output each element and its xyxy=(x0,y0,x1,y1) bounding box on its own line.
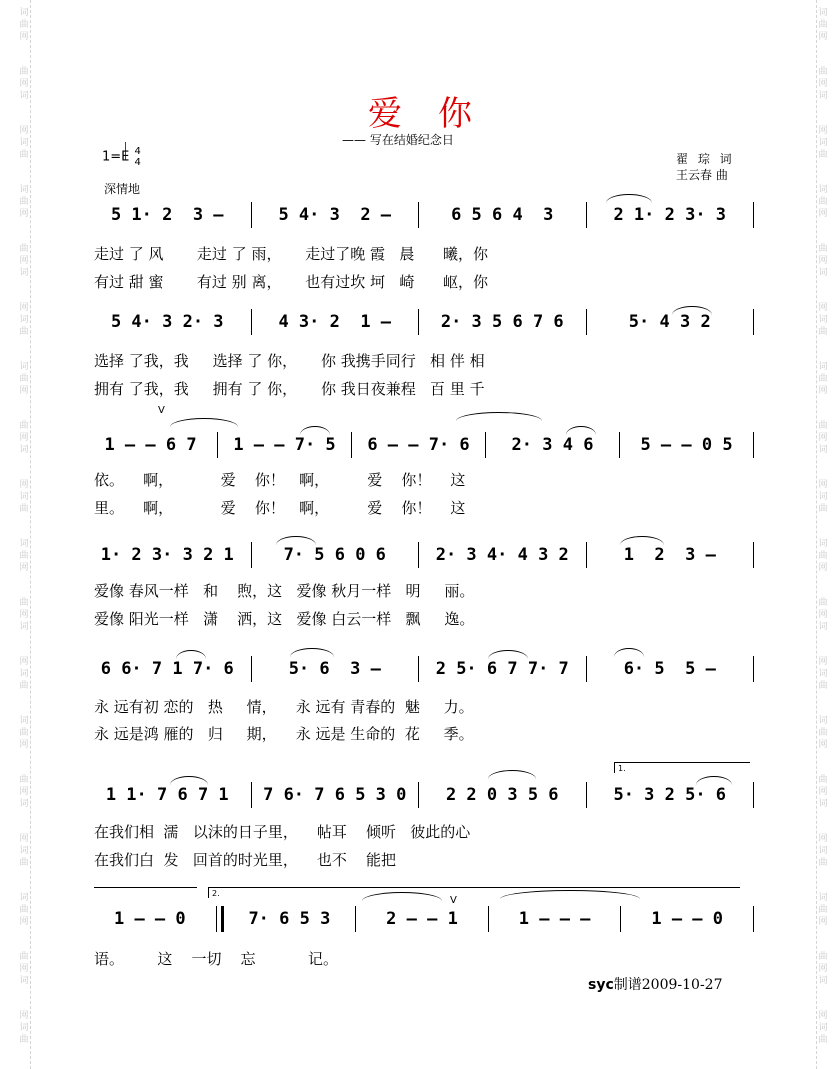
measure: 4 3· 2 1 – xyxy=(278,312,392,332)
watermark-glyph: 曲 xyxy=(19,244,29,254)
measure: 2· 3 4 6 xyxy=(511,435,594,455)
watermark-glyph: 网 xyxy=(818,834,828,844)
song-subtitle: —— 写在结婚纪念日 xyxy=(342,133,454,147)
slur xyxy=(176,650,206,659)
barline xyxy=(753,782,754,808)
transcriber-date: 2009-10-27 xyxy=(641,977,723,993)
watermark-glyph: 曲 xyxy=(19,858,29,868)
transcriber-label: 制谱 xyxy=(613,977,642,993)
watermark-glyph: 词 xyxy=(818,1023,828,1033)
measure: 6· 5 5 – xyxy=(623,659,716,679)
measure: 1 2 3 – xyxy=(623,545,716,565)
watermark-glyph: 曲 xyxy=(818,197,828,207)
watermark-glyph: 曲 xyxy=(818,681,828,691)
measure: 5 – – 0 5 xyxy=(640,435,733,455)
barline xyxy=(586,309,587,335)
lyrics-verse-1: 走过 了 风 走过 了 雨， 走过了晚 霞 晨 曦，你 xyxy=(94,245,488,263)
slur xyxy=(300,426,330,435)
watermark-glyph: 词 xyxy=(19,976,29,986)
watermark-glyph: 曲 xyxy=(19,598,29,608)
watermark-glyph: 词 xyxy=(19,846,29,856)
slur xyxy=(276,536,316,545)
watermark-glyph: 网 xyxy=(818,657,828,667)
watermark-glyph: 词 xyxy=(818,185,828,195)
watermark-glyph: 网 xyxy=(818,79,828,89)
barline xyxy=(418,656,419,682)
measure: 5· 6 3 – xyxy=(288,659,381,679)
watermark-glyph: 曲 xyxy=(19,681,29,691)
watermark-glyph: 网 xyxy=(19,386,29,396)
watermark-glyph: 词 xyxy=(818,539,828,549)
measure: 1 – – 6 7 xyxy=(104,435,197,455)
watermark-glyph: 曲 xyxy=(19,551,29,561)
watermark-glyph: 词 xyxy=(19,268,29,278)
time-signature xyxy=(135,146,141,168)
barline xyxy=(753,906,754,932)
watermark-glyph: 网 xyxy=(19,787,29,797)
watermark-glyph: 词 xyxy=(818,976,828,986)
watermark-glyph: 词 xyxy=(818,622,828,632)
transcriber-name: syc xyxy=(588,977,614,993)
watermark-glyph: 词 xyxy=(818,492,828,502)
watermark-glyph: 网 xyxy=(19,126,29,136)
watermark-glyph: 词 xyxy=(19,622,29,632)
barline xyxy=(485,432,486,458)
watermark-glyph: 网 xyxy=(19,834,29,844)
watermark-glyph: 网 xyxy=(19,303,29,313)
watermark-glyph: 词 xyxy=(818,362,828,372)
measure: 2 2 0 3 5 6 xyxy=(445,785,559,805)
lyrics-verse-1: 爱像 春风一样 和 煦，这 爱像 秋月一样 明 丽。 xyxy=(94,582,475,600)
measure: 7 6· 7 6 5 3 0 xyxy=(263,785,407,805)
measure: 5· 3 2 5· 6 xyxy=(613,785,727,805)
barline xyxy=(351,432,352,458)
watermark-glyph: 曲 xyxy=(19,728,29,738)
watermark-glyph: 曲 xyxy=(19,197,29,207)
watermark-glyph: 网 xyxy=(19,433,29,443)
notation-line xyxy=(94,430,754,460)
barline xyxy=(355,906,356,932)
slur xyxy=(488,650,528,659)
barline xyxy=(217,432,218,458)
barline xyxy=(216,906,224,932)
watermark-glyph: 网 xyxy=(818,386,828,396)
watermark-glyph: 曲 xyxy=(818,150,828,160)
watermark-glyph: 词 xyxy=(818,138,828,148)
barline xyxy=(753,432,754,458)
barline xyxy=(753,202,754,228)
lyrics-verse-2: 爱像 阳光一样 潇 洒，这 爱像 白云一样 飘 逸。 xyxy=(94,610,475,628)
left-watermark-strip xyxy=(18,0,31,1069)
barline xyxy=(586,782,587,808)
watermark-glyph: 词 xyxy=(19,362,29,372)
measure: 5 4· 3 2· 3 xyxy=(110,312,224,332)
watermark-glyph: 网 xyxy=(818,126,828,136)
watermark-glyph: 词 xyxy=(19,1023,29,1033)
watermark-glyph: 曲 xyxy=(818,905,828,915)
watermark-glyph: 曲 xyxy=(818,551,828,561)
slur xyxy=(696,776,732,785)
watermark-glyph: 曲 xyxy=(818,598,828,608)
watermark-glyph: 词 xyxy=(19,315,29,325)
watermark-glyph: 网 xyxy=(818,787,828,797)
lyrics-verse-1: 选择 了我，我 选择 了 你， 你 我携手同行 相 伴 相 xyxy=(94,352,485,370)
measure: 1 – – 0 xyxy=(113,909,186,929)
watermark-glyph: 网 xyxy=(19,480,29,490)
watermark-glyph: 词 xyxy=(19,799,29,809)
watermark-glyph: 词 xyxy=(19,492,29,502)
time-bottom: 4 xyxy=(134,157,141,168)
measure: 6 – – 7· 6 xyxy=(367,435,470,455)
slur xyxy=(620,536,664,545)
tempo-marking: 深情地 xyxy=(104,182,141,196)
measure: 1 1· 7 6 7 1 xyxy=(105,785,229,805)
measure: 2 1· 2 3· 3 xyxy=(613,205,727,225)
watermark-glyph: 网 xyxy=(818,563,828,573)
lyrics-verse-2: 里。 啊， 爱 你！ 啊， 爱 你！ 这 xyxy=(94,499,466,517)
barline xyxy=(251,656,252,682)
measure: 1 – – 7· 5 xyxy=(233,435,336,455)
slur xyxy=(290,648,334,657)
watermark-glyph: 词 xyxy=(818,846,828,856)
measure: 2· 3 4· 4 3 2 xyxy=(435,545,569,565)
watermark-glyph: 词 xyxy=(19,185,29,195)
watermark-glyph: 曲 xyxy=(818,244,828,254)
measure: 7· 6 5 3 xyxy=(248,909,331,929)
watermark-glyph: 曲 xyxy=(818,327,828,337)
measure: 1 – – 0 xyxy=(651,909,723,929)
breath-mark: V xyxy=(158,405,165,416)
barline xyxy=(753,542,754,568)
watermark-glyph: 词 xyxy=(818,445,828,455)
lyrics-verse-1: 依。 啊， 爱 你！ 啊， 爱 你！ 这 xyxy=(94,471,466,489)
first-ending-continued xyxy=(94,887,197,898)
watermark-glyph: 词 xyxy=(818,315,828,325)
watermark-glyph: 词 xyxy=(818,268,828,278)
watermark-glyph: 曲 xyxy=(818,421,828,431)
lyrics-verse-2: 在我们白 发 回首的时光里， 也不 能把 xyxy=(94,851,396,869)
watermark-glyph: 词 xyxy=(19,893,29,903)
right-watermark-strip xyxy=(816,0,829,1069)
transcriber-signature xyxy=(588,974,722,994)
breath-mark: V xyxy=(450,895,457,906)
watermark-glyph: 网 xyxy=(818,1011,828,1021)
watermark-glyph: 词 xyxy=(19,539,29,549)
watermark-glyph: 词 xyxy=(818,91,828,101)
watermark-glyph: 词 xyxy=(19,445,29,455)
lyrics-verse-2: 拥有 了我，我 拥有 了 你， 你 我日夜兼程 百 里 千 xyxy=(94,380,485,398)
key-signature xyxy=(102,146,141,168)
measure: 2 – – 1 xyxy=(386,909,458,929)
notation-line xyxy=(94,904,754,934)
watermark-glyph: 词 xyxy=(818,893,828,903)
slur xyxy=(606,194,652,203)
watermark-glyph: 词 xyxy=(19,669,29,679)
second-ending: 2. xyxy=(208,887,740,898)
watermark-glyph: 网 xyxy=(19,610,29,620)
barline xyxy=(753,656,754,682)
barline xyxy=(251,202,252,228)
watermark-glyph: 词 xyxy=(818,669,828,679)
barline xyxy=(620,906,621,932)
watermark-glyph: 词 xyxy=(19,8,29,18)
lyrics-verse-1: 在我们相 濡 以沫的日子里， 帖耳 倾听 彼此的心 xyxy=(94,823,471,841)
slur xyxy=(456,412,542,421)
measure: 5· 4 3 2 xyxy=(628,312,711,332)
slur xyxy=(488,770,536,779)
watermark-glyph: 词 xyxy=(818,8,828,18)
watermark-glyph: 网 xyxy=(19,740,29,750)
first-ending: 1. xyxy=(614,762,750,773)
watermark-glyph: 曲 xyxy=(818,952,828,962)
watermark-glyph: 曲 xyxy=(19,150,29,160)
watermark-glyph: 词 xyxy=(818,716,828,726)
watermark-glyph: 曲 xyxy=(818,728,828,738)
barline xyxy=(619,432,620,458)
measure: 2· 3 5 6 7 6 xyxy=(440,312,564,332)
measure: 1 – – – xyxy=(518,909,591,929)
watermark-glyph: 网 xyxy=(818,32,828,42)
watermark-glyph: 曲 xyxy=(818,858,828,868)
watermark-glyph: 网 xyxy=(818,256,828,266)
watermark-glyph: 网 xyxy=(19,79,29,89)
lyrics-verse-2: 永 远是鸿 雁的 归 期， 永 远是 生命的 花 季。 xyxy=(94,725,474,743)
watermark-glyph: 曲 xyxy=(818,504,828,514)
watermark-glyph: 曲 xyxy=(19,67,29,77)
watermark-glyph: 网 xyxy=(19,209,29,219)
key-label: 1=E xyxy=(102,149,130,165)
watermark-glyph: 词 xyxy=(19,138,29,148)
measure: 6 6· 7 1 7· 6 xyxy=(100,659,234,679)
watermark-glyph: 曲 xyxy=(19,504,29,514)
watermark-glyph: 曲 xyxy=(19,905,29,915)
barline xyxy=(586,656,587,682)
watermark-glyph: 曲 xyxy=(19,20,29,30)
watermark-glyph: 网 xyxy=(19,964,29,974)
watermark-glyph: 曲 xyxy=(19,952,29,962)
slur xyxy=(566,426,596,435)
watermark-glyph: 曲 xyxy=(818,20,828,30)
barline xyxy=(251,542,252,568)
barline xyxy=(418,782,419,808)
measure: 6 5 6 4 3 xyxy=(451,205,554,225)
measure: 7· 5 6 0 6 xyxy=(283,545,386,565)
slur xyxy=(170,776,208,785)
barline xyxy=(753,309,754,335)
slur xyxy=(170,418,238,427)
lyrics-verse-1: 语。 这 一切 忘 记。 xyxy=(94,950,338,968)
watermark-glyph: 曲 xyxy=(19,327,29,337)
barline xyxy=(586,202,587,228)
watermark-glyph: 曲 xyxy=(19,775,29,785)
notation-line xyxy=(94,307,754,337)
watermark-glyph: 词 xyxy=(818,799,828,809)
composer-credit: 王云春 曲 xyxy=(676,168,728,182)
measure: 2 5· 6 7 7· 7 xyxy=(435,659,569,679)
watermark-glyph: 网 xyxy=(19,563,29,573)
watermark-glyph: 网 xyxy=(19,917,29,927)
time-top: 4 xyxy=(134,146,141,157)
barline xyxy=(488,906,489,932)
watermark-glyph: 曲 xyxy=(19,1035,29,1045)
watermark-glyph: 网 xyxy=(19,1011,29,1021)
watermark-glyph: 网 xyxy=(19,32,29,42)
watermark-glyph: 网 xyxy=(818,303,828,313)
lyricist-credit: 翟 琮 词 xyxy=(676,152,735,166)
watermark-glyph: 曲 xyxy=(19,421,29,431)
watermark-glyph: 曲 xyxy=(818,1035,828,1045)
watermark-glyph: 词 xyxy=(19,91,29,101)
watermark-glyph: 网 xyxy=(818,209,828,219)
watermark-glyph: 词 xyxy=(19,716,29,726)
watermark-glyph: 网 xyxy=(818,917,828,927)
lyrics-verse-1: 永 远有初 恋的 热 情， 永 远有 青春的 魅 力。 xyxy=(94,698,474,716)
barline xyxy=(418,309,419,335)
measure: 5 4· 3 2 – xyxy=(278,205,392,225)
barline xyxy=(418,202,419,228)
watermark-glyph: 网 xyxy=(19,256,29,266)
lyrics-verse-2: 有过 甜 蜜 有过 别 离， 也有过坎 坷 崎 岖，你 xyxy=(94,273,488,291)
watermark-glyph: 曲 xyxy=(818,67,828,77)
barline xyxy=(251,782,252,808)
watermark-glyph: 网 xyxy=(19,657,29,667)
notation-line xyxy=(94,200,754,230)
watermark-glyph: 网 xyxy=(818,964,828,974)
barline xyxy=(251,309,252,335)
watermark-glyph: 网 xyxy=(818,433,828,443)
barline xyxy=(418,542,419,568)
watermark-glyph: 曲 xyxy=(818,374,828,384)
watermark-glyph: 曲 xyxy=(19,374,29,384)
watermark-glyph: 曲 xyxy=(818,775,828,785)
watermark-glyph: 网 xyxy=(818,610,828,620)
barline xyxy=(586,542,587,568)
measure: 1· 2 3· 3 2 1 xyxy=(100,545,234,565)
watermark-glyph: 网 xyxy=(818,480,828,490)
song-title: 爱你 xyxy=(368,94,508,134)
watermark-glyph: 网 xyxy=(818,740,828,750)
measure: 5 1· 2 3 – xyxy=(110,205,224,225)
slur xyxy=(614,648,644,657)
